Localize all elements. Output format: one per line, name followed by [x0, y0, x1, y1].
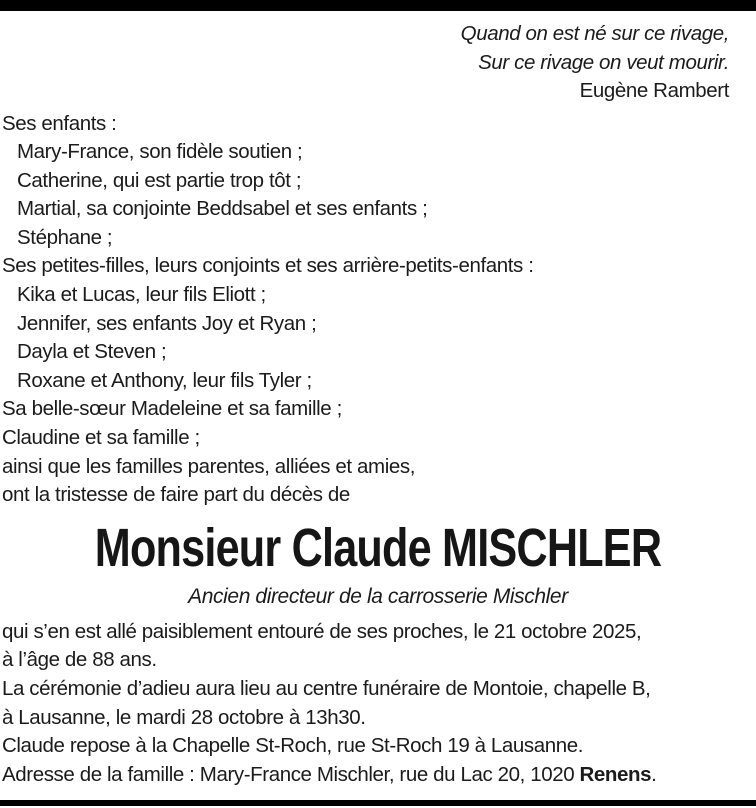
epigraph-line-1: Quand on est né sur ce rivage,: [460, 22, 729, 45]
notice-line: Catherine, qui est partie trop tôt ;: [17, 168, 302, 192]
notice-line: Claudine et sa famille ;: [2, 426, 200, 450]
notice-line: La cérémonie d’adieu aura lieu au centre funéraire de Montoie, chapelle B,: [2, 677, 651, 700]
notice-line: Mary-France, son fidèle soutien ;: [17, 140, 303, 164]
bottom-border-bar: [0, 800, 756, 806]
address-prefix: Adresse de la famille : Mary-France Mischler, rue du Lac 20, 1020: [2, 762, 580, 786]
family-address-line: [2, 761, 756, 790]
family-list: [2, 110, 756, 510]
notice-line: Ses petites-filles, leurs conjoints et ses arrière-petits-enfants :: [2, 254, 534, 278]
notice-line: Dayla et Steven ;: [17, 340, 167, 364]
notice-line: à Lausanne, le mardi 28 octobre à 13h30.: [2, 705, 366, 729]
address-town: Renens: [579, 762, 652, 786]
notice-line: qui s’en est allé paisiblement entouré de ses proches, le 21 octobre 2025,: [2, 619, 642, 643]
deceased-subtitle: Ancien directeur de la carrosserie Mischler: [188, 584, 568, 608]
notice-line: Claude repose à la Chapelle St-Roch, rue St-Roch 19 à Lausanne.: [2, 734, 584, 758]
ceremony-details: [2, 618, 756, 761]
epigraph-attribution: Eugène Rambert: [579, 79, 729, 102]
address-period: .: [651, 762, 657, 786]
notice-line: ont la tristesse de faire part du décès de: [2, 483, 350, 507]
notice-line: Jennifer, ses enfants Joy et Ryan ;: [17, 311, 317, 335]
epigraph-quote: [0, 20, 756, 106]
notice-line: ainsi que les familles parentes, alliées et amies,: [2, 454, 415, 478]
notice-line: Stéphane ;: [17, 225, 113, 249]
notice-line: Ses enfants :: [2, 111, 117, 135]
deceased-name: Monsieur Claude MISCHLER: [94, 517, 662, 578]
notice-line: à l’âge de 88 ans.: [2, 648, 157, 672]
notice-line: Martial, sa conjointe Beddsabel et ses enfants ;: [17, 197, 428, 221]
epigraph-line-2: Sur ce rivage on veut mourir.: [478, 50, 729, 74]
notice-line: Kika et Lucas, leur fils Eliott ;: [17, 283, 266, 307]
notice-line: Roxane et Anthony, leur fils Tyler ;: [17, 368, 312, 392]
notice-line: Sa belle-sœur Madeleine et sa famille ;: [2, 397, 342, 421]
top-border-bar: [0, 0, 756, 11]
